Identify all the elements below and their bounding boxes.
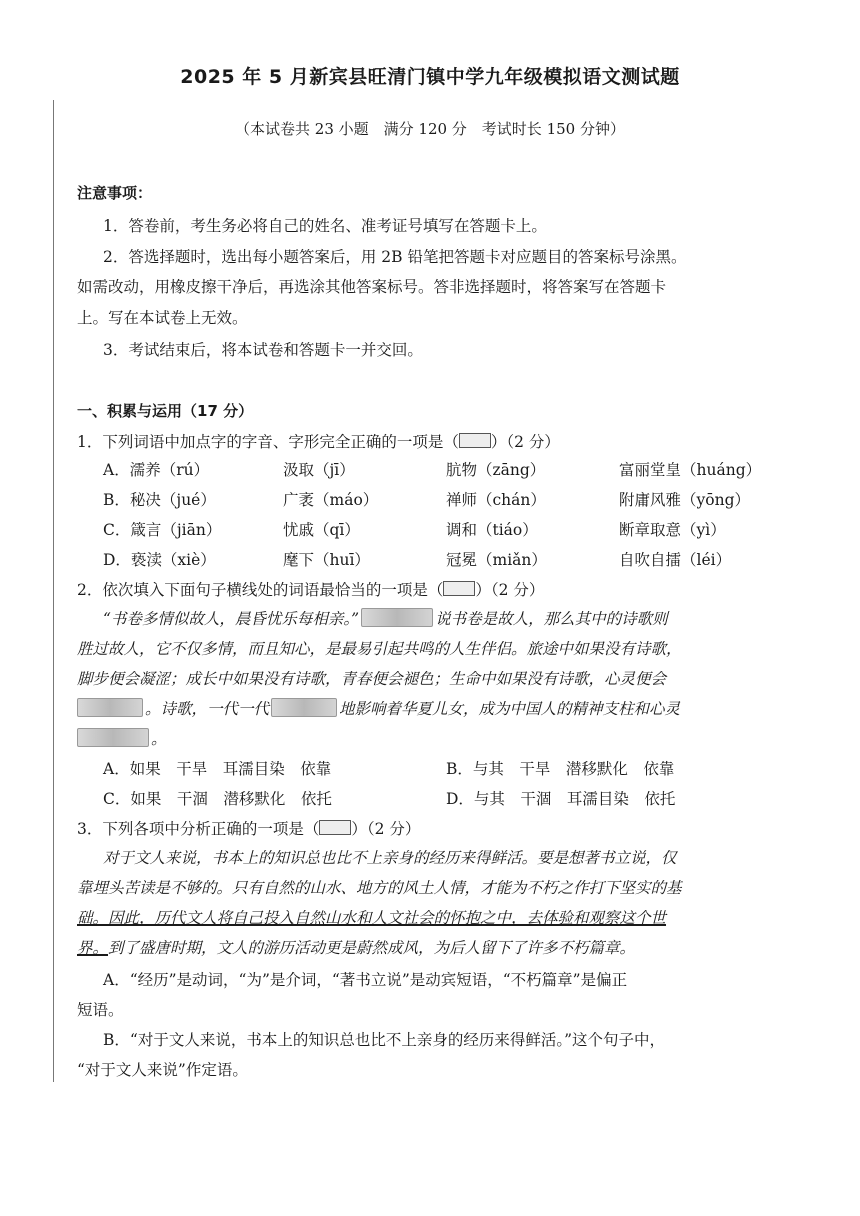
option-word: C．箴言（jiān）	[103, 521, 222, 539]
margin-line	[53, 100, 54, 1082]
notice-item: 上。写在本试卷上无效。	[77, 309, 248, 327]
option-text: “对于文人来说”作定语。	[77, 1061, 248, 1079]
fill-blank	[77, 698, 143, 717]
option-word: 调和（tiáo）	[446, 521, 538, 539]
answer-box	[459, 433, 491, 448]
passage-line: 对于文人来说，书本上的知识总也比不上亲身的经历来得鲜活。要是想著书立说，仅	[103, 849, 677, 867]
option-word: 汲取（jī）	[283, 461, 355, 479]
passage-line	[77, 936, 635, 958]
passage-line	[77, 727, 167, 749]
page-title: 2025 年 5 月新宾县旺清门镇中学九年级模拟语文测试题	[180, 66, 680, 88]
question-stem: 1．下列词语中加点字的字音、字形完全正确的一项是（	[77, 433, 459, 451]
notice-item: 如需改动，用橡皮擦干净后，再选涂其他答案标号。答非选择题时，将答案写在答题卡	[77, 278, 667, 296]
option-word: 自吹自擂（léi）	[619, 551, 732, 569]
passage-line-underlined: 础。因此，历代文人将自己投入自然山水和人文社会的怀抱之中，去体验和观察这个世	[77, 909, 667, 927]
passage-line: 胜过故人，它不仅多情，而且知心，是最易引起共鸣的人生伴侣。旅途中如果没有诗歌，	[77, 640, 682, 658]
fill-blank	[77, 728, 149, 747]
question-3-stem	[77, 817, 420, 839]
fill-blank	[271, 698, 337, 717]
fill-blank	[361, 608, 433, 627]
option-text: B．“对于文人来说，书本上的知识总也比不上亲身的经历来得鲜活。”这个句子中，	[103, 1031, 665, 1049]
passage-text: 。诗歌，一代一代	[145, 700, 270, 718]
notice-item: 2．答选择题时，选出每小题答案后，用 2B 铅笔把答题卡对应题目的答案标号涂黑。	[103, 248, 687, 266]
passage-line: 脚步便会凝涩；成长中如果没有诗歌，青春便会褪色；生命中如果没有诗歌，心灵便会	[77, 670, 667, 688]
option-text: A．如果 干旱 耳濡目染 依靠	[103, 760, 332, 778]
option-word: 麾下（huī）	[283, 551, 370, 569]
option-word: 富丽堂皇（huáng）	[619, 461, 762, 479]
question-score: ）（2 分）	[490, 433, 560, 451]
question-stem: 2．依次填入下面句子横线处的词语最恰当的一项是（	[77, 581, 444, 599]
exam-info: （本试卷共 23 小题 满分 120 分 考试时长 150 分钟）	[235, 120, 625, 138]
passage-text: “书卷多情似故人，晨昏忧乐每相亲。”	[103, 610, 360, 628]
passage-line: 靠埋头苦读是不够的。只有自然的山水、地方的风土人情，才能为不朽之作打下坚实的基	[77, 879, 682, 897]
passage-text-underlined: 界。	[77, 939, 109, 957]
option-word: A．濡养（rú）	[103, 461, 210, 479]
option-text: 短语。	[77, 1001, 124, 1019]
option-text: A．“经历”是动词，“为”是介词，“著书立说”是动宾短语，“不朽篇章”是偏正	[103, 971, 628, 989]
question-stem: 3．下列各项中分析正确的一项是（	[77, 820, 320, 838]
passage-text: 地影响着华夏儿女，成为中国人的精神支柱和心灵	[339, 700, 681, 718]
option-text: C．如果 干涸 潜移默化 依托	[103, 790, 332, 808]
notice-heading: 注意事项：	[77, 184, 153, 202]
passage-text: 。	[151, 730, 167, 748]
passage-line	[103, 607, 668, 629]
option-text: D．与其 干涸 耳濡目染 依托	[446, 790, 676, 808]
option-word: 广袤（máo）	[283, 491, 379, 509]
option-word: D．亵渎（xiè）	[103, 551, 216, 569]
option-word: B．秘决（jué）	[103, 491, 216, 509]
question-score: ）（2 分）	[351, 820, 421, 838]
notice-item: 1．答卷前，考生务必将自己的姓名、准考证号填写在答题卡上。	[103, 217, 547, 235]
option-word: 断章取意（yì）	[619, 521, 726, 539]
passage-line	[77, 697, 680, 719]
answer-box	[319, 820, 351, 835]
option-word: 冠冕（miǎn）	[446, 551, 547, 569]
question-1-stem	[77, 430, 560, 452]
option-word: 忧戚（qī）	[283, 521, 360, 539]
option-text: B．与其 干旱 潜移默化 依靠	[446, 760, 675, 778]
notice-item: 3．考试结束后，将本试卷和答题卡一并交回。	[103, 341, 423, 359]
option-word: 禅师（chán）	[446, 491, 546, 509]
passage-text: 到了盛唐时期，文人的游历活动更是蔚然成风，为后人留下了许多不朽篇章。	[108, 939, 636, 957]
section-heading: 一、积累与运用（17 分）	[77, 402, 254, 420]
question-2-stem	[77, 578, 544, 600]
answer-box	[443, 581, 475, 596]
question-score: ）（2 分）	[475, 581, 545, 599]
passage-text: 说书卷是故人，那么其中的诗歌则	[435, 610, 668, 628]
option-word: 附庸风雅（yōng）	[619, 491, 750, 509]
option-word: 肮物（zāng）	[446, 461, 546, 479]
